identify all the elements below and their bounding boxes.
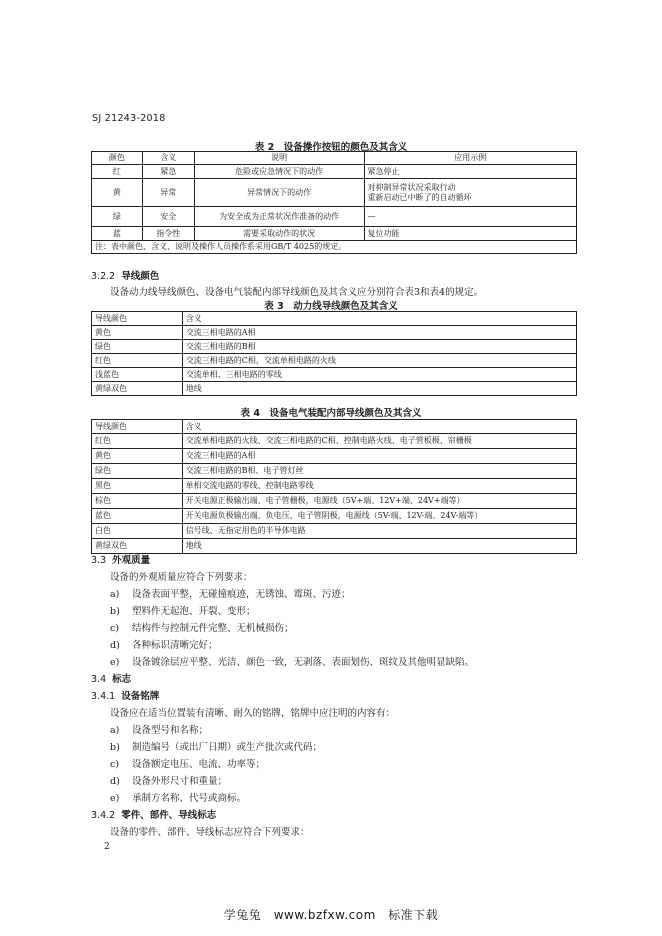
table-cell: 需要采取动作的状况 xyxy=(194,227,364,241)
table-cell: 黄色 xyxy=(92,326,183,340)
paragraph: 设备的外观质量应符合下列要求： xyxy=(110,572,253,583)
table-cell: 交流三相电路的A相 xyxy=(182,326,576,340)
table-cell: 紧急停止 xyxy=(364,165,577,179)
section-number: 3.4 xyxy=(91,674,107,685)
list-text: 制造编号（或出厂日期）或生产批次或代码； xyxy=(132,742,323,753)
list-marker: b) xyxy=(110,606,120,617)
header-cell: 导线颜色 xyxy=(92,312,183,326)
list-text: 结构件与控制元件完整、无机械损伤； xyxy=(132,623,294,634)
table4 xyxy=(91,419,577,554)
table-header-row xyxy=(92,312,577,326)
table-row xyxy=(92,165,577,179)
table-cell: 指令性 xyxy=(142,227,194,241)
list-item xyxy=(110,620,294,634)
section-title: 设备铭牌 xyxy=(121,691,160,702)
list-text: 设备表面平整，无碰撞痕迹，无锈蚀、霉斑、污迹； xyxy=(132,589,351,600)
table-cell: 异常情况下的动作 xyxy=(194,179,364,207)
table-row xyxy=(92,539,577,554)
table-row xyxy=(92,207,577,227)
table-row xyxy=(92,434,577,449)
table-cell: 蓝 xyxy=(92,227,143,241)
table-row xyxy=(92,464,577,479)
list-item xyxy=(110,654,474,668)
list-text: 设备外形尺寸和重量； xyxy=(132,776,228,787)
list-marker: c) xyxy=(110,623,120,634)
table-cell: 危险或应急情况下的动作 xyxy=(194,165,364,179)
table-row xyxy=(92,354,577,368)
list-item xyxy=(110,637,218,651)
table2-caption: 表 2 设备操作按钮的颜色及其含义 xyxy=(254,142,408,153)
table4-caption: 表 4 设备电气装配内部导线颜色及其含义 xyxy=(240,408,422,419)
table-row xyxy=(92,382,577,396)
table-cell: 棕色 xyxy=(92,494,183,509)
table-cell: 黄绿双色 xyxy=(92,539,183,554)
paragraph: 设备应在适当位置装有清晰、耐久的铭牌，铭牌中应注明的内容有： xyxy=(110,708,396,719)
table3-caption: 表 3 动力线导线颜色及其含义 xyxy=(264,301,398,312)
table-cell: 复位功能 xyxy=(364,227,577,241)
table-cell: 黄 xyxy=(92,179,143,207)
table-note-row xyxy=(92,241,577,254)
table-cell: 红色 xyxy=(92,354,183,368)
section-title: 外观质量 xyxy=(112,555,151,566)
document-number: SJ 21243-2018 xyxy=(92,113,166,124)
table-cell: 黄色 xyxy=(92,449,183,464)
footer-watermark: 学兔兔 www.bzfxw.com 标准下载 xyxy=(223,908,439,922)
table-cell: 白色 xyxy=(92,524,183,539)
table-row xyxy=(92,524,577,539)
table-cell: 异常 xyxy=(142,179,194,207)
section-number: 3.3 xyxy=(91,555,107,566)
table-header-row xyxy=(92,420,577,434)
header-cell: 说明 xyxy=(194,152,364,165)
header-cell: 含义 xyxy=(182,312,576,326)
table-cell: 开关电源负极输出端、负电压、电子管阴极，电源线（5V-端、12V-端、24V-端等） xyxy=(182,509,576,524)
cell-line: 对抑制异常状况采取行动 xyxy=(367,182,456,192)
table-cell: 信号线、无指定用色的半导体电路 xyxy=(182,524,576,539)
list-text: 承制方名称、代号或商标。 xyxy=(132,793,247,804)
table-header-row xyxy=(92,152,577,165)
table-row xyxy=(92,509,577,524)
section-title: 标志 xyxy=(112,674,132,685)
list-marker: d) xyxy=(110,776,120,787)
table-cell: 为安全或为正常状况作准备的动作 xyxy=(194,207,364,227)
table-cell: 安全 xyxy=(142,207,194,227)
list-text: 设备额定电压、电流、功率等； xyxy=(132,759,266,770)
table-cell: 交流单相、三相电路的零线 xyxy=(182,368,576,382)
section-heading xyxy=(91,671,131,685)
section-title: 导线颜色 xyxy=(121,271,160,282)
list-item xyxy=(110,756,265,770)
section-number: 3.4.2 xyxy=(91,810,116,821)
list-text: 设备镀涂层应平整、光洁、颜色一致，无剥落、表面划伤、斑纹及其他明显缺陷。 xyxy=(132,657,475,668)
table-cell: 黄绿双色 xyxy=(92,382,183,396)
table-cell: 浅蓝色 xyxy=(92,368,183,382)
header-cell: 颜色 xyxy=(92,152,143,165)
table-row xyxy=(92,340,577,354)
table-cell: 黑色 xyxy=(92,479,183,494)
list-item xyxy=(110,603,256,617)
list-marker: c) xyxy=(110,759,120,770)
table-cell: 交流三相电路的A相 xyxy=(182,449,576,464)
list-text: 设备型号和名称； xyxy=(132,725,209,736)
table-cell: 红色 xyxy=(92,434,183,449)
table-cell: 地线 xyxy=(182,382,576,396)
table-cell: 绿色 xyxy=(92,340,183,354)
list-item xyxy=(110,773,227,787)
table-cell: 地线 xyxy=(182,539,576,554)
header-cell: 含义 xyxy=(142,152,194,165)
cell-line: 重新启动已中断了的自动循环 xyxy=(367,192,472,202)
section-title: 零件、部件、导线标志 xyxy=(121,810,217,821)
list-marker: a) xyxy=(110,725,120,736)
table-cell xyxy=(364,179,577,207)
header-cell: 导线颜色 xyxy=(92,420,183,434)
paragraph: 设备动力线导线颜色、设备电气装配内部导线颜色及其含义应分别符合表3和表4的规定。 xyxy=(110,287,484,298)
table2 xyxy=(91,151,577,254)
list-marker: a) xyxy=(110,589,120,600)
list-item xyxy=(110,722,208,736)
table-cell: 红 xyxy=(92,165,143,179)
table-cell: 开关电源正极输出端、电子管栅极，电源线（5V+端、12V+端、24V+端等） xyxy=(182,494,576,509)
table-row xyxy=(92,449,577,464)
section-number: 3.2.2 xyxy=(91,271,116,282)
list-text: 各种标识清晰完好； xyxy=(132,640,218,651)
section-heading xyxy=(91,688,159,702)
table-note: 注：表中颜色、含义、说明及操作人员操作系采用GB/T 4025的规定。 xyxy=(92,241,577,254)
list-item xyxy=(110,739,322,753)
list-marker: e) xyxy=(110,793,120,804)
table-row xyxy=(92,479,577,494)
list-item xyxy=(110,586,351,600)
page-number: 2 xyxy=(104,842,110,852)
list-marker: b) xyxy=(110,742,120,753)
table-cell: 蓝色 xyxy=(92,509,183,524)
table-row xyxy=(92,368,577,382)
table-cell: — xyxy=(364,207,577,227)
table-row xyxy=(92,494,577,509)
list-marker: d) xyxy=(110,640,120,651)
paragraph: 设备的零件、部件、导线标志应符合下列要求： xyxy=(110,827,310,838)
table-cell: 紧急 xyxy=(142,165,194,179)
list-item xyxy=(110,790,246,804)
table-cell: 交流三相电路的B相 xyxy=(182,340,576,354)
header-cell: 应用示例 xyxy=(364,152,577,165)
table-cell: 绿 xyxy=(92,207,143,227)
table-row xyxy=(92,179,577,207)
table-row xyxy=(92,227,577,241)
table-row xyxy=(92,326,577,340)
header-cell: 含义 xyxy=(182,420,576,434)
table-cell: 绿色 xyxy=(92,464,183,479)
section-number: 3.4.1 xyxy=(91,691,116,702)
table-cell: 交流三相电路的B相、电子管灯丝 xyxy=(182,464,576,479)
table-cell: 交流单相电路的火线、交流三相电路的C相、控制电路火线、电子管板极、帘栅极 xyxy=(182,434,576,449)
list-text: 塑料件无起泡、开裂、变形； xyxy=(132,606,256,617)
section-heading xyxy=(91,268,159,282)
section-heading xyxy=(91,807,216,821)
section-heading xyxy=(91,552,150,566)
table-cell: 单相交流电路的零线、控制电路零线 xyxy=(182,479,576,494)
list-marker: e) xyxy=(110,657,120,668)
table3 xyxy=(91,311,577,396)
table-cell: 交流三相电路的C相，交流单相电路的火线 xyxy=(182,354,576,368)
